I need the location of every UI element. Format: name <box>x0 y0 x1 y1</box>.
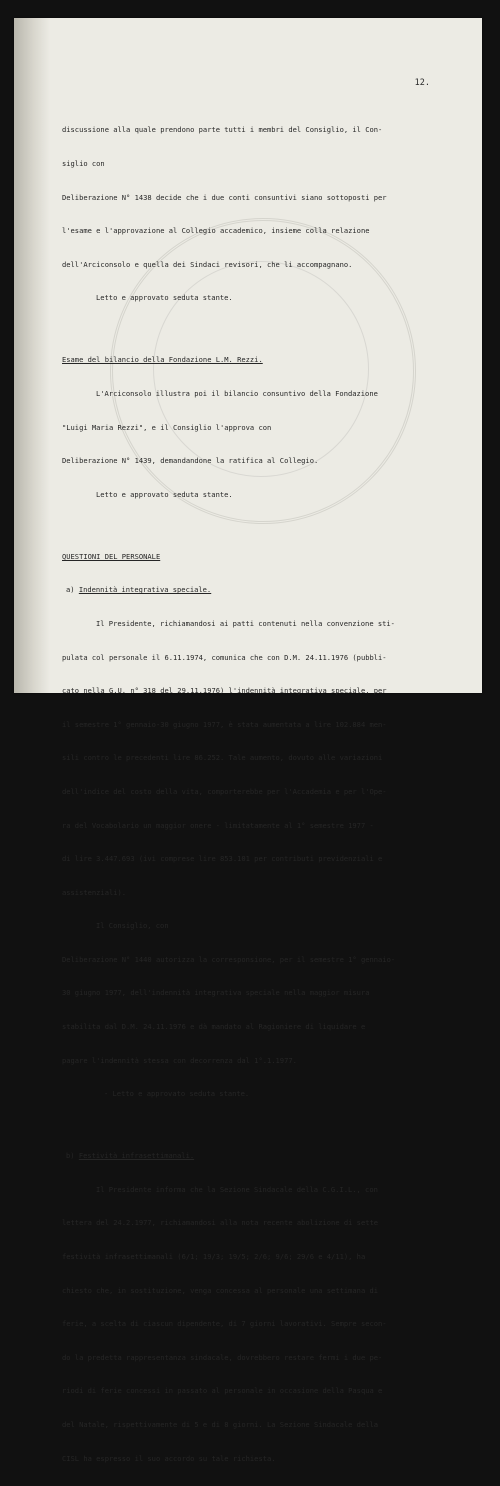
text-line: festività infrasettimanali (6/1; 19/3; 19/5; 2/6; 9/6; 29/6 e 4/11), ha <box>62 1252 366 1262</box>
text-line: do la predetta rappresentanza sindacale, dovrebbero restare fermi i due pe- <box>62 1352 383 1362</box>
text-line: lettera del 24.2.1977, richiamandosi alla nota recente abolizione di sette <box>62 1218 379 1228</box>
text-line: 30 giugno 1977, dell'indennità integrativa speciale nella maggior misura <box>62 988 370 998</box>
subsection-b-title: Festività infrasettimanali. <box>78 1151 195 1161</box>
document-page <box>14 18 482 1463</box>
text-line: l'esame e l'approvazione al Collegio accademico, insieme colla relazione <box>62 226 370 236</box>
subsection-b <box>62 1150 462 1161</box>
subsection-b-letter: b) <box>66 1151 79 1161</box>
text-line: Letto e approvato seduta stante. <box>96 293 233 303</box>
section-heading-rezzi: Esame del bilancio della Fondazione L.M. Rezzi. <box>62 355 263 365</box>
text-line: "Luigi Maria Rezzi", e il Consiglio l'approva con <box>62 422 272 432</box>
text-line: del Natale, rispettivamente di 5 e di 8 giorni. La Sezione Sindacale della <box>62 1420 379 1429</box>
text-line: L'Arciconsolo illustra poi il bilancio consuntivo della Fondazione <box>96 388 378 398</box>
text-line: - Letto e approvato seduta stante. <box>104 1089 250 1099</box>
subsection-a <box>62 584 462 595</box>
text-line: dell'indice del costo della vita, comporterebbe per l'Accademia e per l'Ope- <box>62 786 387 796</box>
text-line: pulata col personale il 6.11.1974, comunica che con D.M. 24.11.1976 (pubbli- <box>62 652 387 662</box>
text-line: stabilita dal D.M. 24.11.1976 e dà mandato al Ragioniere di liquidare e <box>62 1022 366 1032</box>
text-line: il semestre 1° gennaio-30 giugno 1977, è stata aumentata a lire 102.884 men- <box>62 719 387 729</box>
subsection-a-title: Indennità integrativa speciale. <box>78 585 212 595</box>
text-line: Il Consiglio, con <box>96 921 169 931</box>
text-line: dell'Arciconsolo e quella dei Sindaci revisori, che li accompagnano. <box>62 259 353 269</box>
text-line: Deliberazione N° 1439, demandandone la ratifica al Collegio. <box>62 456 319 466</box>
text-line: assistenziali). <box>62 887 127 897</box>
text-line: pagare l'indennità stessa con decorrenza dal 1°.1.1977. <box>62 1055 297 1065</box>
text-line: Deliberazione N° 1438 decide che i due conti consuntivi siano sottoposti per <box>62 192 387 202</box>
text-line: Letto e approvato seduta stante. <box>96 489 233 499</box>
text-line: ra del Vocabolario un maggior onere - limitatamente al 1° semestre 1977 - <box>62 820 374 830</box>
section-heading-personale: QUESTIONI DEL PERSONALE <box>62 551 161 561</box>
text-line: chiesto che, in sostituzione, venga concessa al personale una settimana di <box>62 1285 379 1295</box>
subsection-a-letter: a) <box>66 585 79 595</box>
text-line: CISL ha espresso il suo accordo su tale richiesta. <box>62 1453 276 1463</box>
text-line: Deliberazione N° 1440 autorizza la corresponsione, per il semestre 1° gennaio- <box>62 954 396 964</box>
text-line: siglio con <box>62 159 105 168</box>
text-line: discussione alla quale prendono parte tutti i membri del Consiglio, il Con- <box>62 125 383 135</box>
text-line: sili contro le precedenti lire 86.252. Tale aumento, dovuto alle variazioni <box>62 753 383 763</box>
text-line: cato nella G.U. n° 318 del 29.11.1976) l'indennità integrativa speciale, per <box>62 686 387 696</box>
text-line: ferie, a scelta di ciascun dipendente, di 7 giorni lavorativi. Sempre secon- <box>62 1319 387 1329</box>
binding-shadow <box>14 18 50 693</box>
text-line: di lire 3.447.693 (ivi comprese lire 853.101 per contributi previdenziali e <box>62 854 383 864</box>
text-line: Il Presidente informa che la Sezione Sindacale della C.G.I.L., con <box>96 1184 378 1194</box>
minutes-text <box>62 102 462 1486</box>
text-line: Il Presidente, richiamandosi ai patti contenuti nella convenzione sti- <box>96 618 395 628</box>
text-line: riodi di ferie concessi in passato al personale in occasione della Pasqua e <box>62 1386 383 1396</box>
page-number: 12. <box>414 78 430 88</box>
